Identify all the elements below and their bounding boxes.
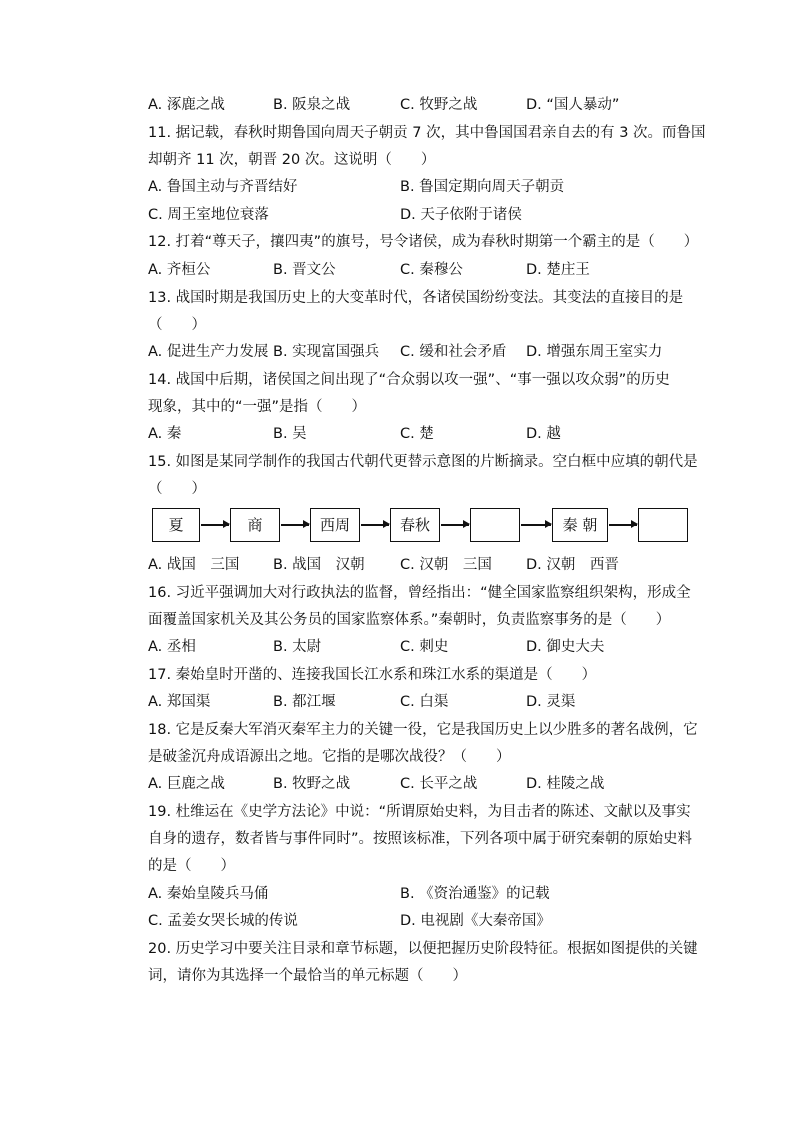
- question-18-text: 18. 它是反秦大军消灭秦军主力的关键一役，它是我国历史上以少胜多的著名战例，它: [148, 722, 698, 738]
- option-c[interactable]: C. 白渠: [400, 694, 449, 710]
- question-15-text: （ ）: [148, 481, 206, 497]
- question-16-text: 面覆盖国家机关及其公务员的国家监察体系。”秦朝时，负责监察事务的是（ ）: [148, 612, 671, 628]
- question-14-text: 现象，其中的“一强”是指（ ）: [148, 399, 367, 415]
- question-20-text: 词，请你为其选择一个最恰当的单元标题（ ）: [148, 968, 467, 984]
- option-c[interactable]: C. 孟姜女哭长城的传说: [148, 913, 298, 929]
- arrow-icon: [281, 524, 309, 526]
- q19-options: [148, 911, 668, 931]
- option-a[interactable]: A. 秦始皇陵兵马俑: [148, 886, 269, 902]
- q11-options: [148, 177, 668, 197]
- question-13-text: 13. 战国时期是我国历史上的大变革时代，各诸侯国纷纷变法。其变法的直接目的是: [148, 290, 684, 306]
- question-12-text: 12. 打着“尊天子，攘四夷”的旗号，号令诸侯，成为春秋时期第一个霸主的是（ ）: [148, 234, 699, 250]
- arrow-icon: [521, 524, 551, 526]
- dynasty-box-qin: 秦 朝: [552, 508, 608, 542]
- dynasty-box-shang: 商: [230, 508, 280, 542]
- dynasty-box-xia: 夏: [152, 508, 200, 542]
- option-c[interactable]: C. 秦穆公: [400, 262, 463, 278]
- option-c[interactable]: C. 汉朝 三国: [400, 557, 492, 573]
- option-a[interactable]: A. 鲁国主动与齐晋结好: [148, 179, 298, 195]
- q10-options: [148, 95, 668, 115]
- option-a[interactable]: A. 促进生产力发展: [148, 344, 269, 360]
- option-b[interactable]: B. 吴: [273, 426, 307, 442]
- option-d[interactable]: D. 越: [526, 426, 561, 442]
- option-c[interactable]: C. 牧野之战: [400, 97, 478, 113]
- option-b[interactable]: B. 鲁国定期向周天子朝贡: [400, 179, 565, 195]
- option-a[interactable]: A. 丞相: [148, 639, 196, 655]
- question-11-text: 11. 据记载，春秋时期鲁国向周天子朝贡 7 次，其中鲁国国君亲自去的有 3 次。而鲁国: [148, 125, 706, 141]
- dynasty-box-spring-autumn: 春秋: [390, 508, 440, 542]
- q12-options: [148, 260, 668, 280]
- option-a[interactable]: A. 战国 三国: [148, 557, 240, 573]
- dynasty-box-western-zhou: 西周: [310, 508, 360, 542]
- question-17-text: 17. 秦始皇时开凿的、连接我国长江水系和珠江水系的渠道是（ ）: [148, 667, 597, 683]
- option-d[interactable]: D. “国人暴动”: [526, 97, 620, 113]
- option-d[interactable]: D. 灵渠: [526, 694, 576, 710]
- arrow-icon: [441, 524, 469, 526]
- option-d[interactable]: D. 桂陵之战: [526, 776, 605, 792]
- dynasty-box-blank-1: [470, 508, 520, 542]
- option-c[interactable]: C. 长平之战: [400, 776, 478, 792]
- q16-options: [148, 637, 668, 657]
- option-b[interactable]: B. 实现富国强兵: [273, 344, 380, 360]
- q11-options: [148, 205, 668, 225]
- option-b[interactable]: B. 晋文公: [273, 262, 336, 278]
- question-11-text: 却朝齐 11 次，朝晋 20 次。这说明（ ）: [148, 152, 436, 168]
- option-b[interactable]: B. 都江堰: [273, 694, 336, 710]
- option-a[interactable]: A. 巨鹿之战: [148, 776, 225, 792]
- option-b[interactable]: B. 战国 汉朝: [273, 557, 365, 573]
- option-b[interactable]: B. 太尉: [273, 639, 322, 655]
- option-d[interactable]: D. 电视剧《大秦帝国》: [400, 913, 551, 929]
- option-b[interactable]: B. 《资治通鉴》的记载: [400, 886, 550, 902]
- option-c[interactable]: C. 缓和社会矛盾: [400, 344, 507, 360]
- q15-options: [148, 555, 668, 575]
- option-c[interactable]: C. 刺史: [400, 639, 449, 655]
- option-d[interactable]: D. 楚庄王: [526, 262, 590, 278]
- question-13-text: （ ）: [148, 317, 206, 333]
- dynasty-box-blank-2: [638, 508, 688, 542]
- question-16-text: 16. 习近平强调加大对行政执法的监督，曾经指出：“健全国家监察组织架构，形成全: [148, 585, 691, 601]
- option-a[interactable]: A. 齐桓公: [148, 262, 211, 278]
- option-b[interactable]: B. 阪泉之战: [273, 97, 351, 113]
- question-19-text: 19. 杜维运在《史学方法论》中说：“所谓原始史料，为目击者的陈述、文献以及事实: [148, 804, 691, 820]
- arrow-icon: [609, 524, 637, 526]
- question-19-text: 的是（ ）: [148, 858, 235, 874]
- question-18-text: 是破釜沉舟成语源出之地。它指的是哪次战役？（ ）: [148, 749, 511, 765]
- option-d[interactable]: D. 汉朝 西晋: [526, 557, 619, 573]
- question-15-text: 15. 如图是某同学制作的我国古代朝代更替示意图的片断摘录。空白框中应填的朝代是: [148, 454, 698, 470]
- dynasty-flow-diagram: [152, 508, 692, 546]
- question-19-text: 自身的遗存，数者皆与事件同时”。按照该标准，下列各项中属于研究秦朝的原始史料: [148, 831, 693, 847]
- arrow-icon: [201, 524, 229, 526]
- option-a[interactable]: A. 涿鹿之战: [148, 97, 225, 113]
- q18-options: [148, 774, 668, 794]
- arrow-icon: [361, 524, 389, 526]
- option-d[interactable]: D. 天子依附于诸侯: [400, 207, 522, 223]
- option-d[interactable]: D. 增强东周王室实力: [526, 344, 663, 360]
- q14-options: [148, 424, 668, 444]
- option-c[interactable]: C. 周王室地位衰落: [148, 207, 269, 223]
- question-20-text: 20. 历史学习中要关注目录和章节标题，以便把握历史阶段特征。根据如图提供的关键: [148, 941, 698, 957]
- option-c[interactable]: C. 楚: [400, 426, 434, 442]
- option-b[interactable]: B. 牧野之战: [273, 776, 351, 792]
- option-a[interactable]: A. 秦: [148, 426, 182, 442]
- q13-options: [148, 342, 668, 362]
- option-d[interactable]: D. 御史大夫: [526, 639, 605, 655]
- q17-options: [148, 692, 668, 712]
- question-14-text: 14. 战国中后期，诸侯国之间出现了“合众弱以攻一强”、“事一强以攻众弱”的历史: [148, 372, 670, 388]
- option-a[interactable]: A. 郑国渠: [148, 694, 211, 710]
- q19-options: [148, 884, 668, 904]
